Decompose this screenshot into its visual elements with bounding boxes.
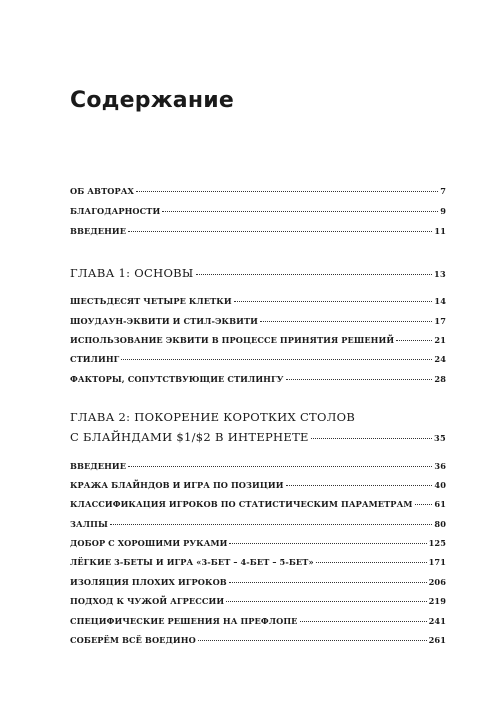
toc-entry[interactable] bbox=[70, 354, 446, 364]
dot-leader bbox=[128, 231, 432, 232]
toc-entry-page: 11 bbox=[434, 226, 446, 236]
toc-entry[interactable] bbox=[70, 480, 446, 490]
toc-entry[interactable] bbox=[70, 499, 446, 509]
dot-leader bbox=[396, 340, 432, 341]
toc-entry-page: 206 bbox=[428, 577, 446, 587]
toc-entry[interactable] bbox=[70, 519, 446, 529]
toc-entry[interactable] bbox=[70, 335, 446, 345]
toc-entry-page: 171 bbox=[428, 557, 446, 567]
dot-leader bbox=[286, 485, 433, 486]
dot-leader bbox=[260, 321, 432, 322]
page-title: Содержание bbox=[70, 88, 234, 113]
toc-entry-page: 9 bbox=[440, 206, 446, 216]
toc-entry-label: КРАЖА БЛАЙНДОВ И ИГРА ПО ПОЗИЦИИ bbox=[70, 480, 284, 490]
chapter-title: ГЛАВА 1: ОСНОВЫ bbox=[70, 266, 194, 280]
chapter-title-line1[interactable]: ГЛАВА 2: ПОКОРЕНИЕ КОРОТКИХ СТОЛОВ bbox=[70, 410, 356, 424]
toc-entry-page: 61 bbox=[434, 499, 446, 509]
chapter-title-line2: С БЛАЙНДАМИ $1/$2 В ИНТЕРНЕТЕ bbox=[70, 430, 309, 444]
toc-entry-label: БЛАГОДАРНОСТИ bbox=[70, 206, 161, 216]
toc-entry-label: ПОДХОД К ЧУЖОЙ АГРЕССИИ bbox=[70, 596, 225, 606]
toc-entry-page: 28 bbox=[434, 374, 446, 384]
dot-leader bbox=[234, 301, 433, 302]
toc-entry[interactable] bbox=[70, 226, 446, 236]
toc-entry[interactable] bbox=[70, 577, 446, 587]
toc-entry-label: ЛЁГКИЕ 3-БЕТЫ И ИГРА «3-БЕТ – 4-БЕТ – 5-БЕТ» bbox=[70, 557, 314, 567]
toc-entry[interactable] bbox=[70, 296, 446, 306]
toc-entry-page: 40 bbox=[434, 480, 446, 490]
toc-entry[interactable] bbox=[70, 374, 446, 384]
dot-leader bbox=[300, 621, 427, 622]
toc-entry-page: 219 bbox=[428, 596, 446, 606]
toc-entry-page: 17 bbox=[434, 316, 446, 326]
toc-entry-label: ШОУДАУН-ЭКВИТИ И СТИЛ-ЭКВИТИ bbox=[70, 316, 258, 326]
toc-entry-label: СПЕЦИФИЧЕСКИЕ РЕШЕНИЯ НА ПРЕФЛОПЕ bbox=[70, 616, 298, 626]
dot-leader bbox=[162, 211, 438, 212]
toc-entry-page: 14 bbox=[434, 296, 446, 306]
toc-entry-page: 7 bbox=[440, 186, 446, 196]
toc-entry[interactable] bbox=[70, 616, 446, 626]
toc-entry[interactable] bbox=[70, 206, 446, 216]
toc-entry[interactable] bbox=[70, 596, 446, 606]
dot-leader bbox=[229, 543, 426, 544]
toc-entry[interactable] bbox=[70, 461, 446, 471]
toc-entry-label: СТИЛИНГ bbox=[70, 354, 120, 364]
toc-entry-page: 125 bbox=[428, 538, 446, 548]
dot-leader bbox=[226, 601, 426, 602]
toc-entry[interactable] bbox=[70, 316, 446, 326]
toc-entry-label: ВВЕДЕНИЕ bbox=[70, 461, 127, 471]
dot-leader bbox=[311, 438, 432, 439]
toc-entry-label: ДОБОР С ХОРОШИМИ РУКАМИ bbox=[70, 538, 228, 548]
toc-entry[interactable] bbox=[70, 186, 446, 196]
toc-entry-page: 21 bbox=[434, 335, 446, 345]
dot-leader bbox=[415, 504, 433, 505]
dot-leader bbox=[229, 582, 427, 583]
chapter-page: 13 bbox=[434, 269, 446, 279]
dot-leader bbox=[110, 524, 433, 525]
toc-entry-label: ОБ АВТОРАХ bbox=[70, 186, 134, 196]
toc-entry-label: КЛАССИФИКАЦИЯ ИГРОКОВ ПО СТАТИСТИЧЕСКИМ ПАРАМЕТРАМ bbox=[70, 499, 413, 509]
dot-leader bbox=[196, 274, 432, 275]
toc-entry-page: 261 bbox=[428, 635, 446, 645]
toc-entry-label: ИСПОЛЬЗОВАНИЕ ЭКВИТИ В ПРОЦЕССЕ ПРИНЯТИЯ РЕШЕНИЙ bbox=[70, 335, 395, 345]
chapter-heading[interactable] bbox=[70, 266, 446, 280]
dot-leader bbox=[128, 466, 432, 467]
toc-entry-label: ВВЕДЕНИЕ bbox=[70, 226, 127, 236]
toc-entry-label: ИЗОЛЯЦИЯ ПЛОХИХ ИГРОКОВ bbox=[70, 577, 227, 587]
dot-leader bbox=[198, 640, 427, 641]
toc-entry[interactable] bbox=[70, 635, 446, 645]
chapter-heading[interactable] bbox=[70, 430, 446, 444]
toc-entry-page: 24 bbox=[434, 354, 446, 364]
toc-entry-label: ЗАЛПЫ bbox=[70, 519, 108, 529]
toc-entry-label: ШЕСТЬДЕСЯТ ЧЕТЫРЕ КЛЕТКИ bbox=[70, 296, 232, 306]
dot-leader bbox=[121, 359, 432, 360]
dot-leader bbox=[136, 191, 438, 192]
dot-leader bbox=[316, 562, 427, 563]
toc-entry[interactable] bbox=[70, 557, 446, 567]
toc-entry[interactable] bbox=[70, 538, 446, 548]
chapter-page: 35 bbox=[434, 433, 446, 443]
toc-entry-page: 36 bbox=[434, 461, 446, 471]
toc-entry-label: ФАКТОРЫ, СОПУТСТВУЮЩИЕ СТИЛИНГУ bbox=[70, 374, 284, 384]
dot-leader bbox=[286, 379, 433, 380]
toc-entry-label: СОБЕРЁМ ВСЁ ВОЕДИНО bbox=[70, 635, 196, 645]
toc-entry-page: 241 bbox=[428, 616, 446, 626]
toc-entry-page: 80 bbox=[434, 519, 446, 529]
